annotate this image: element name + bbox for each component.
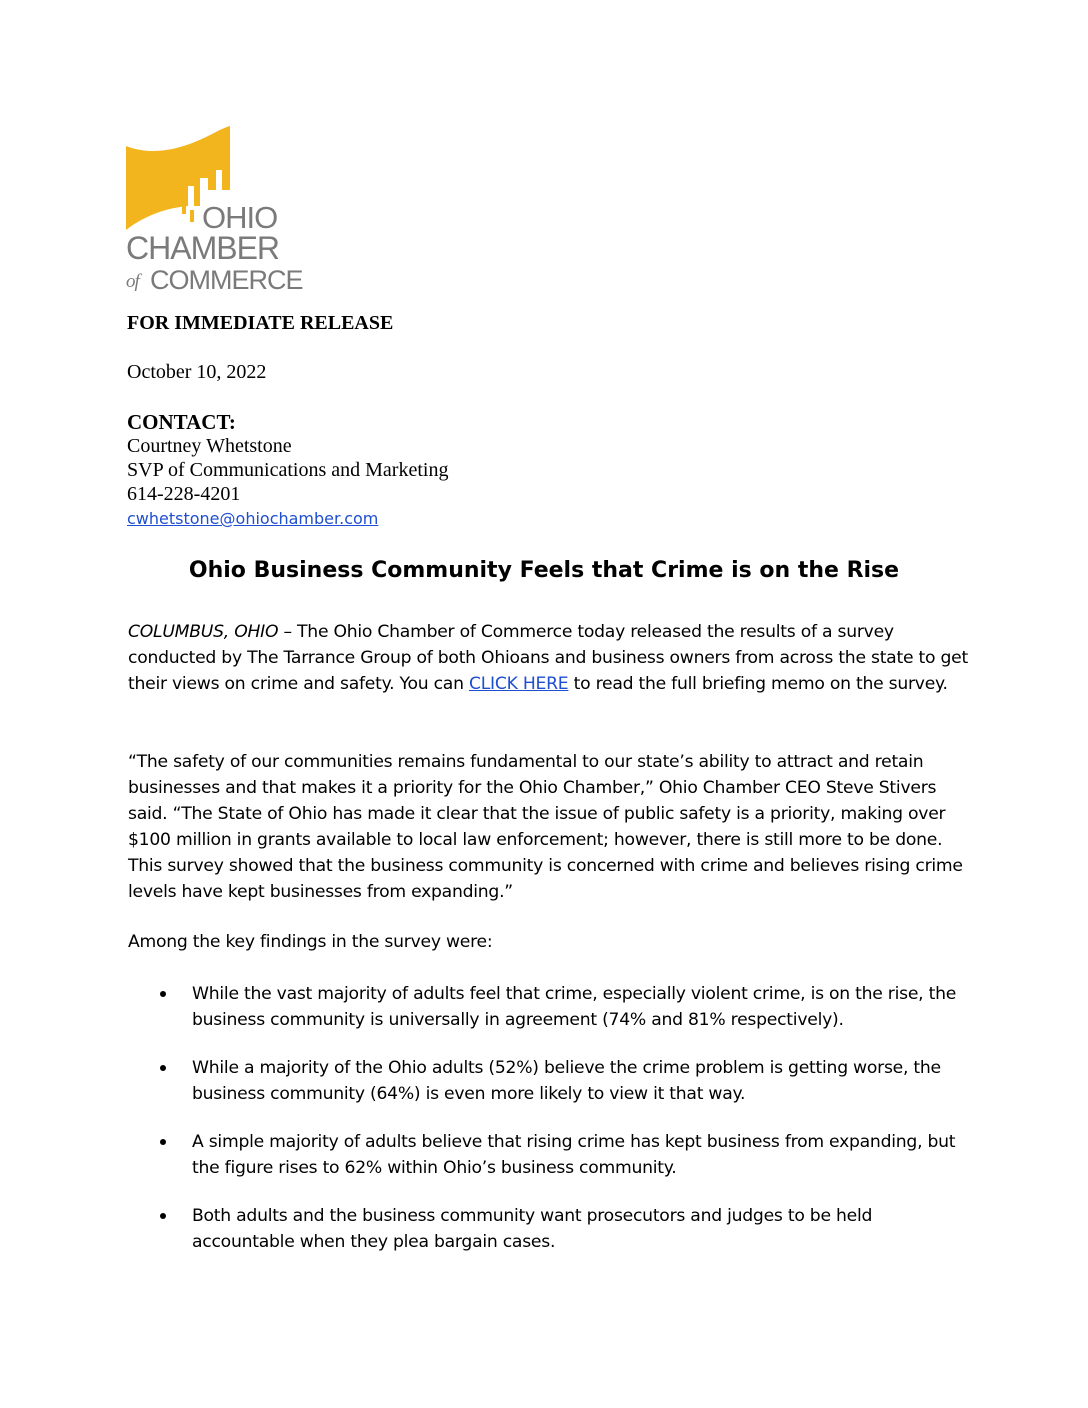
findings-intro: Among the key findings in the survey were: xyxy=(128,932,493,952)
finding-text: A simple majority of adults believe that rising crime has kept business from expanding, but the figure rises to 62% within Ohio’s business community. xyxy=(192,1132,956,1178)
contact-title: SVP of Communications and Marketing xyxy=(127,459,449,481)
list-item xyxy=(155,1129,965,1181)
contact-phone: 614-228-4201 xyxy=(127,483,241,505)
ohio-chamber-logo xyxy=(126,126,303,298)
bullet-icon xyxy=(160,1213,166,1219)
finding-text: While a majority of the Ohio adults (52%) believe the crime problem is getting worse, the business community (64%) is even more likely to view it that way. xyxy=(192,1058,941,1104)
logo-chamber-text: CHAMBER xyxy=(126,230,280,266)
bullet-icon xyxy=(160,1139,166,1145)
intro-text: – The Ohio Chamber of Commerce today released the results of a survey conducted by The Tarrance Group of both Ohioans and business owners from across the state to get their views on crime and safety. You can xyxy=(128,622,968,694)
contact-block xyxy=(127,410,448,531)
intro-text-end: to read the full briefing memo on the survey. xyxy=(568,674,948,694)
quote-paragraph: “The safety of our communities remains fundamental to our state’s ability to attract and retain businesses and that makes it a priority for the Ohio Chamber,” Ohio Chamber CEO Steve Stivers said. “The State of Ohio has made it clear that the issue of public safety is a priority, making over $100 million in grants available to local law enforcement; however, there is still more to be done. This survey showed that the business community is concerned with crime and believes rising crime levels have kept businesses from expanding.” xyxy=(128,752,963,902)
list-item xyxy=(155,1203,965,1255)
contact-email-link[interactable]: cwhetstone@ohiochamber.com xyxy=(127,509,379,528)
list-item xyxy=(155,1055,965,1107)
release-date: October 10, 2022 xyxy=(127,361,267,383)
release-label: FOR IMMEDIATE RELEASE xyxy=(127,312,394,334)
findings-list xyxy=(155,981,965,1277)
headline: Ohio Business Community Feels that Crime is on the Rise xyxy=(188,558,900,583)
dateline: COLUMBUS, OHIO xyxy=(128,622,279,642)
logo-commerce-text: COMMERCE xyxy=(150,265,303,295)
bullet-icon xyxy=(160,1065,166,1071)
list-item xyxy=(155,981,965,1033)
contact-heading: CONTACT: xyxy=(127,410,236,434)
intro-paragraph xyxy=(128,619,968,697)
contact-name: Courtney Whetstone xyxy=(127,435,292,457)
logo-ohio-text: OHIO xyxy=(202,200,278,235)
logo-of-text: of xyxy=(126,271,139,292)
click-here-link[interactable]: CLICK HERE xyxy=(468,674,569,694)
bullet-icon xyxy=(160,991,166,997)
finding-text: Both adults and the business community want prosecutors and judges to be held accountable when they plea bargain cases. xyxy=(192,1206,873,1252)
finding-text: While the vast majority of adults feel that crime, especially violent crime, is on the rise, the business community is universally in agreement (74% and 81% respectively). xyxy=(192,984,957,1030)
